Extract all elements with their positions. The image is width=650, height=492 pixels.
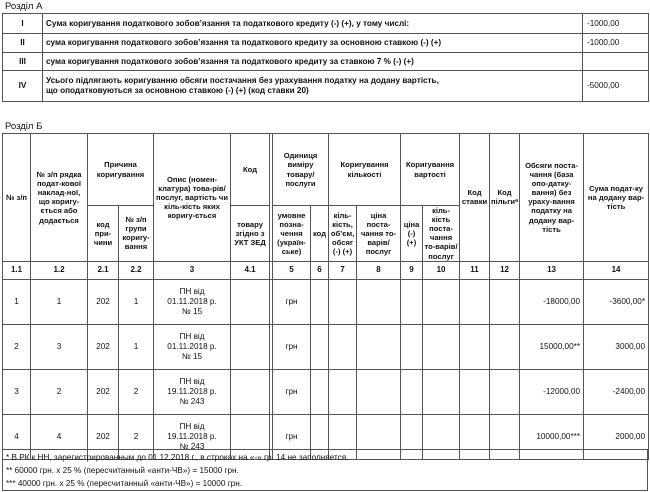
header-cell: Код пільги⁶ (490, 134, 520, 262)
cell: грн (273, 369, 311, 414)
cell: 202 (88, 279, 119, 324)
header-cell: № з/п рядка подат-кової наклад-ної, що кориrу-ється або додається (31, 134, 88, 262)
header-cell: Сума подат-ку на додану вар-тість (584, 134, 649, 262)
desc-line: № 15 (181, 306, 203, 316)
desc-line: 19.11.2018 р. (167, 386, 217, 396)
row-number: III (3, 53, 43, 71)
table-row (3, 14, 649, 34)
desc-line: № 243 (179, 441, 205, 451)
desc-line: ПН від (179, 421, 205, 431)
cell: -2400,00 (584, 369, 649, 414)
header-cell: ціна (-) (+) (401, 206, 423, 262)
section-b-table (2, 133, 649, 460)
row-number: I (3, 14, 43, 34)
cell: 1 (119, 324, 154, 369)
row-value: -1000,00 (583, 14, 649, 34)
column-number: 9 (401, 261, 423, 279)
cell: -18000,00 (520, 279, 584, 324)
cell: 10000,00*** (520, 414, 584, 459)
row-value (583, 53, 649, 71)
column-number: 13 (520, 261, 584, 279)
header-cell: Кориrування кількості (329, 134, 401, 206)
row-text: сума коригування податкового зобов’язання та податкового кредиту за ставкою 7 % (-) (+) (43, 53, 583, 71)
cell: 202 (88, 324, 119, 369)
cell (154, 369, 231, 414)
column-number: 6 (311, 261, 329, 279)
cell: 2 (119, 369, 154, 414)
desc-line: 01.11.2018 р. (167, 296, 217, 306)
header-cell: Опис (номен-клатура) това-рів/ послуг, вартість чи кіль-кість яких кориrу-ється (154, 134, 231, 262)
header-cell: Код (231, 134, 270, 206)
table-row (3, 324, 649, 369)
column-number-row (3, 261, 649, 279)
table-row (3, 279, 649, 324)
header-cell: товару згідно з УКТ ЗЕД (231, 206, 270, 262)
footnote: * В РК к НН, зарегистрированным до 01.12.2018 г., в строках на «-» гр. 14 не заполняется. (6, 453, 349, 462)
cell: 2 (3, 324, 31, 369)
row-text (43, 71, 583, 102)
column-number: 4.1 (231, 261, 270, 279)
cell: 202 (88, 369, 119, 414)
header-row (3, 134, 649, 206)
cell: -3600,00* (584, 279, 649, 324)
row-number: II (3, 34, 43, 53)
desc-line: 01.11.2018 р. (167, 341, 217, 351)
column-number: 2.1 (88, 261, 119, 279)
row-text-line: Усього підлягають коригуванню обсяги постачання без урахування податку на додану вартість, (46, 76, 439, 86)
header-cell: № з/п групи кориrу-вання (119, 206, 154, 262)
section-a-title: Розділ А (5, 1, 43, 12)
header-cell: кіль-кість, об’єм, обсяг (-) (+) (329, 206, 357, 262)
desc-line: ПН від (179, 331, 205, 341)
row-text: сума коригування податкового зобов’язання та податкового кредиту за основною ставкою (-) (+) (43, 34, 583, 53)
cell (231, 369, 270, 414)
row-value: -5000,00 (583, 71, 649, 102)
cell: 3000,00 (584, 324, 649, 369)
section-b-title: Розділ Б (5, 121, 43, 132)
column-number: 5 (273, 261, 311, 279)
header-cell: Кориrування вартості (401, 134, 460, 206)
cell (154, 279, 231, 324)
column-number: 3 (154, 261, 231, 279)
table-row (3, 34, 649, 53)
footnotes (2, 449, 648, 491)
desc-line: № 243 (179, 396, 205, 406)
cell: 3 (31, 324, 88, 369)
cell: 15000,00** (520, 324, 584, 369)
row-value: -1000,00 (583, 34, 649, 53)
header-cell: умовне позна-чення (україн-ське) (273, 206, 311, 262)
column-number: 12 (490, 261, 520, 279)
cell: грн (273, 414, 311, 459)
cell: 2000,00 (584, 414, 649, 459)
desc-line: № 15 (181, 351, 203, 361)
row-text: Сума коригування податкового зобов’язання та податкового кредиту (-) (+), у тому числі: (43, 14, 583, 34)
table-row (3, 53, 649, 71)
column-number: 7 (329, 261, 357, 279)
desc-line: ПН від (179, 376, 205, 386)
footnote: *** 40000 грн. х 25 % (пересчитанный «анти-ЧВ») = 10000 грн. (6, 479, 243, 488)
table-row (3, 71, 649, 102)
header-cell: код (311, 206, 329, 262)
cell: -12000,00 (520, 369, 584, 414)
column-number: 8 (357, 261, 401, 279)
column-number: 1.2 (31, 261, 88, 279)
cell (154, 324, 231, 369)
footnote: ** 60000 грн. х 25 % (пересчитанный «анти-ЧВ») = 15000 грн. (6, 466, 239, 475)
header-cell: № з/п (3, 134, 31, 262)
column-number: 14 (584, 261, 649, 279)
header-cell: кіль-кість поста-чання то-варів/ послуг (424, 206, 458, 261)
column-number: 10 (423, 261, 460, 279)
cell: грн (273, 324, 311, 369)
cell: 3 (3, 369, 31, 414)
desc-line: 19.11.2018 р. (167, 431, 217, 441)
header-cell: код при-чини (88, 206, 119, 262)
column-number: 1.1 (3, 261, 31, 279)
cell: 2 (119, 414, 154, 459)
section-a-table (2, 13, 649, 102)
column-number: 2.2 (119, 261, 154, 279)
table-row (3, 369, 649, 414)
cell: 1 (31, 279, 88, 324)
column-number: 11 (460, 261, 490, 279)
cell: 4 (31, 414, 88, 459)
cell: 1 (3, 279, 31, 324)
desc-line: ПН від (179, 286, 205, 296)
cell: 4 (3, 414, 31, 459)
row-number: IV (3, 71, 43, 102)
row-text-line: що оподатковуються за основною ставкою (-) (+) (код ставки 20) (46, 86, 309, 95)
header-cell: Причина коригування (88, 134, 154, 206)
cell: 1 (119, 279, 154, 324)
header-cell: Обсяги поста-чання (база опо-датку-вання) без ураху-вання податку на додану вар-тість (520, 134, 584, 262)
cell: 202 (88, 414, 119, 459)
header-cell: Код ставки (460, 134, 490, 262)
header-cell: ціна поста-чання то-варів/ послуг (357, 206, 401, 262)
cell: 2 (31, 369, 88, 414)
header-cell: Одиниця виміру товару/ послуги (273, 134, 329, 206)
cell (231, 279, 270, 324)
cell: грн (273, 279, 311, 324)
cell (231, 324, 270, 369)
